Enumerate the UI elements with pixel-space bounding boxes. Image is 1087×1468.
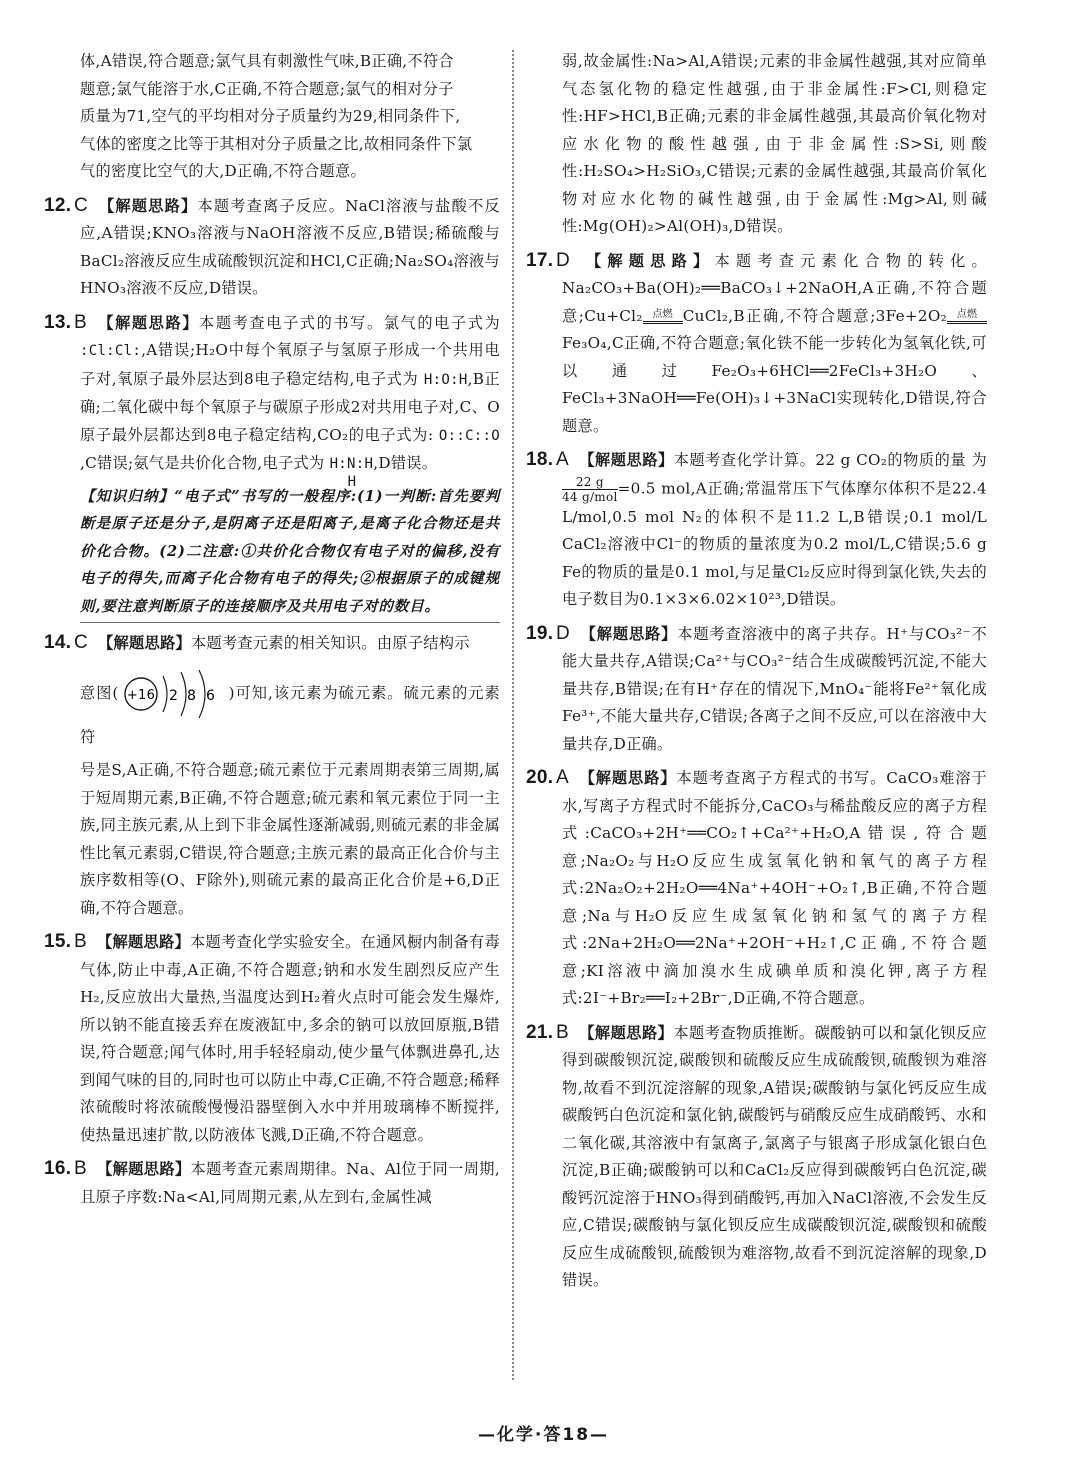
nh3-formula-h: H (347, 474, 357, 490)
explanation-text: Fe₃O₄, (562, 334, 612, 352)
solution-tag: 【解题思路】 (580, 624, 678, 643)
column-divider (512, 50, 514, 1380)
question-number: 19. (526, 622, 554, 644)
question-13 (44, 309, 501, 490)
explanation-text: 本题考查电子式的书写。氯气的电子式为 (199, 313, 500, 332)
fraction-numerator: 22 g (562, 475, 618, 490)
explanation-text: CuCl₂,B正确,不符合题意;3Fe+2O₂ (682, 306, 948, 325)
solution-tag: 【解题思路】 (578, 451, 674, 469)
knowledge-tag: 【知识归纳】 (80, 487, 175, 505)
solution-tag: 【解题思路】 (578, 1023, 674, 1042)
question-14 (44, 629, 500, 658)
fraction (562, 475, 618, 504)
intro-line: 体,A错误,符合题意;氯气具有刺激性气味,B正确,不符合 (80, 52, 454, 70)
intro-line: 气的密度比空气的大,D正确,不符合题意。 (80, 162, 367, 180)
knowledge-summary (80, 483, 500, 624)
shell-arc (199, 670, 205, 718)
co2-electron-formula: O::C::O (438, 427, 500, 444)
page-footer: —化学·答18— (477, 1425, 610, 1445)
explanation-text: ,C错误;氨气是共价化合物,电子式为 (80, 454, 325, 472)
question-19 (526, 620, 987, 759)
answer-letter: B (74, 311, 87, 333)
answer-letter: B (556, 1021, 569, 1043)
cl2-electron-formula: :Cl:Cl: (80, 343, 142, 359)
explanation-text: Cl₂ (619, 306, 643, 325)
solution-tag: 【解题思路】 (96, 313, 200, 332)
answer-letter: B (74, 1158, 87, 1179)
solution-tag: 【解题思路】 (96, 933, 190, 951)
intro-line: 气体的密度之比等于其相对分子质量之比,故相同条件下氯 (80, 134, 473, 153)
explanation-text: =0.5 mol,A正确;常温常压下气体摩尔体积不是22.4 L/mol,0.5 mol N₂的体积不是11.2 L,B错误;0.1 mol/L CaCl₂溶液中Cl⁻的物质的量浓度为0.2 mol/L,C错误;5.6 g Fe的物质的量是0.1 mol,与足量Cl₂反应时得到氯化铁,失去的电子数目为0.1×3×6.02×10²³,D错误。 (562, 479, 987, 608)
explanation-text: 本题考查元素化合物的转化。Na₂CO₃+Ba(OH)₂══BaCO₃↓+2NaOH,A正确,不符合题意;Cu+ (562, 251, 987, 325)
explanation-text: 本题考查离子方程式的书写。CaCO₃难溶于水,写离子方程式时不能拆分,CaCO₃与稀盐酸反应的离子方程式:CaCO₃+2H⁺══CO₂↑+Ca²⁺+H₂O,A错误,符合题意;Na₂O₂与H₂O反应生成氢氧化钠和氧气的离子方程式:2Na₂O₂+2H₂O══4Na⁺+4OH⁻+O₂↑,B正确,不符合题意;Na与H₂O反应生成氢氧化钠和氢气的离子方程式:2Na+2H₂O══2Na⁺+2OH⁻+H₂↑,C正确,不符合题意;KI溶液中滴加溴水生成碘单质和溴化钾,离子方程式:2I⁻+Br₂══I₂+2Br⁻,D正确,不符合题意。 (562, 769, 987, 1007)
question-number: 12. (44, 194, 72, 216)
shell-arc (163, 676, 167, 712)
explanation-text: 本题考查元素周期律。Na、Al位于同一周期,且原子序数:Na<Al,同周期元素,从左到右,金属性减 (80, 1160, 500, 1206)
question-number: 17. (526, 249, 554, 271)
question-number: 20. (526, 767, 554, 788)
explanation-text: 本题考查溶液中的离子共存。H⁺与CO₃²⁻不能大量共存,A错误;Ca²⁺与CO₃²⁻结合生成碳酸钙沉淀,不能大量共存,B错误;在有H⁺存在的情况下,MnO₄⁻能将Fe²⁺氧化成Fe³⁺,不能大量共存,C错误;各离子之间不反应,可以在溶液中大量共存,D正确。 (562, 624, 987, 753)
question-number: 21. (526, 1021, 554, 1043)
intro-line: 题意;氯气能溶于水,C正确,不符合题意;氯气的相对分子 (80, 79, 454, 98)
solution-tag: 【解题思路】 (580, 251, 715, 270)
question-18 (526, 446, 987, 614)
explanation-text: 意图( (80, 683, 119, 702)
explanation-text: 本题考查化学计算。22 g CO₂的物质的量 (673, 451, 967, 469)
question-16-continuation: 弱,故金属性:Na>Al,A错误;元素的非金属性越强,其对应简单气态氢化物的稳定性越强,由于非金属性:F>Cl,则稳定性:HF>HCl,B正确;元素的非金属性越强,其最高价氧化物对应水化物的酸性越强,由于非金属性:S>Si,则酸性:H₂SO₄>H₂SiO₃,C错误;元素的金属性越强,其最高价氧化物对应水化物的碱性越强,由于金属性:Mg>Al,则碱性:Mg(OH)₂>Al(OH)₃,D错误。 (562, 52, 987, 235)
answer-letter: D (556, 249, 571, 271)
question-number: 13. (44, 311, 72, 333)
atom-structure-line (80, 664, 500, 752)
question-21 (526, 1019, 988, 1295)
question-12 (44, 192, 500, 303)
explanation-text: C正确,不符合题意;氧化铁不能一步转化为氢氧化铁,可以通过Fe₂O₃+6HCl══2FeCl₃+3H₂O、FeCl₃+3NaOH══Fe(OH)₃↓+3NaCl实现转化,D错误,符合题意。 (562, 334, 987, 435)
question-16 (44, 1155, 500, 1211)
shell-electron-count: 8 (186, 687, 196, 704)
shell-electron-count: 6 (205, 687, 215, 704)
intro-line: 质量为71,空气的平均相对分子质量约为29,相同条件下, (80, 107, 461, 125)
question-number: 18. (526, 449, 554, 470)
solution-tag: 【解题思路】 (96, 1160, 191, 1178)
nh3-electron-formula (329, 451, 374, 490)
explanation-text: 号是S,A正确,不符合题意;硫元素位于元素周期表第三周期,属于短周期元素,B正确,不符合题意;硫元素和氧元素位于同一主族,同主族元素,从上到下非金属性逐渐减弱,则硫元素的非金属性比氧元素弱,C错误,符合题意;主族元素的最高正化合价与主族序数相等(O、F除外),则硫元素的最高正化合价是+6,D正确,不符合题意。 (80, 761, 500, 917)
question-20 (526, 764, 987, 1013)
sulfur-atom-diagram (119, 664, 229, 724)
left-column (44, 48, 501, 1211)
shell-electron-count: 2 (168, 687, 178, 704)
solution-tag: 【解题思路】 (98, 634, 191, 652)
fraction-denominator: 44 g/mol (562, 489, 618, 504)
explanation-text: ,A错误;H₂O中每个氧原子与氢原子形成一个共用电子对,氧原子最外层达到8电子稳定结构,电子式为 (80, 341, 500, 388)
explanation-text: ,B正确;二氧化碳中每个氧原子与碳原子形成2对共用电子对,C、O原子最外层都达到8电子稳定结构,CO₂的电子式为: (80, 369, 501, 444)
explanation-text: 本题考查离子反应。NaCl溶液与盐酸不反应,A错误;KNO₃溶液与NaOH溶液不反应,B错误;稀硫酸与BaCl₂溶液反应生成硫酸钡沉淀和HCl,C正确;Na₂SO₄溶液与HNO₃溶液不反应,D错误。 (80, 196, 500, 297)
answer-letter: C (74, 632, 89, 653)
explanation-text: 本题考查元素的相关知识。由原子结构示 (190, 634, 470, 652)
answer-letter: A (556, 449, 569, 470)
nh3-formula-top: H:N:H (329, 456, 374, 472)
solution-tag: 【解题思路】 (578, 769, 677, 787)
reaction-condition: 点燃 (643, 309, 683, 324)
explanation-text: 为 (971, 451, 987, 469)
question-number: 16. (44, 1158, 72, 1179)
question-17 (526, 247, 987, 441)
answer-letter: D (556, 622, 571, 644)
explanation-text: 本题考查化学实验安全。在通风橱内制备有毒气体,防止中毒,A正确,不符合题意;钠和水发生剧烈反应产生H₂,反应放出大量热,当温度达到H₂着火点时可能会发生爆炸,所以钠不能直接丢弃在废液缸中,多余的钠可以放回原瓶,B错误,符合题意;闻气体时,用手轻轻扇动,使少量气体飘进鼻孔,达到闻气味的目的,同时也可以防止中毒,C正确,不符合题意;稀释浓硫酸时将浓硫酸慢慢沿器壁倒入水中并用玻璃棒不断搅拌,使热量迅速扩散,以防液体飞溅,D正确,不符合题意。 (80, 933, 500, 1144)
question-number: 14. (44, 632, 72, 653)
knowledge-text: “电子式”书写的一般程序:(1)一判断:首先要判断是原子还是分子,是阴离子还是阳离子,是离子化合物还是共价化合物。(2)二注意:①共价化合物仅有电子对的偏移,没有电子的得失,而离子化合物有电子的得失;②根据原子的成键规则,要注意判断原子的连接顺序及共用电子对的数目。 (80, 487, 500, 615)
shell-arc (181, 672, 186, 716)
question-number: 15. (44, 931, 72, 952)
answer-letter: C (74, 194, 89, 216)
question-15 (44, 928, 500, 1149)
right-column (526, 48, 988, 1295)
solution-tag: 【解题思路】 (98, 196, 198, 215)
explanation-text: 本题考查物质推断。碳酸钠可以和氯化钡反应得到碳酸钡沉淀,碳酸钡和硫酸反应生成硫酸钡,硫酸钡为难溶物,故看不到沉淀溶解的现象,A错误;碳酸钠与氯化钙反应生成碳酸钙白色沉淀和氯化钠,碳酸钙与硝酸反应生成硝酸钙、水和二氧化碳,其溶液中有氯离子,氯离子与银离子形成氯化银白色沉淀,B正确;碳酸钠可以和CaCl₂反应得到碳酸钙白色沉淀,碳酸钙沉淀溶于HNO₃得到硝酸钙,再加入NaCl溶液,不会发生反应,C错误;碳酸钠与氯化钡反应生成碳酸钡沉淀,碳酸钡和硫酸反应生成硫酸钡,硫酸钡为难溶物,故看不到沉淀溶解的现象,D错误。 (562, 1023, 988, 1289)
answer-letter: A (556, 767, 569, 788)
answer-letter: B (74, 931, 87, 952)
h2o-electron-formula: H:O:H (423, 371, 468, 388)
nucleus-charge: +16 (126, 687, 155, 703)
reaction-condition: 点燃 (947, 309, 987, 324)
explanation-text: ,D错误。 (373, 454, 438, 472)
explanation-text: )可知,该元素为硫元素。硫元素的元素符 (80, 683, 500, 746)
